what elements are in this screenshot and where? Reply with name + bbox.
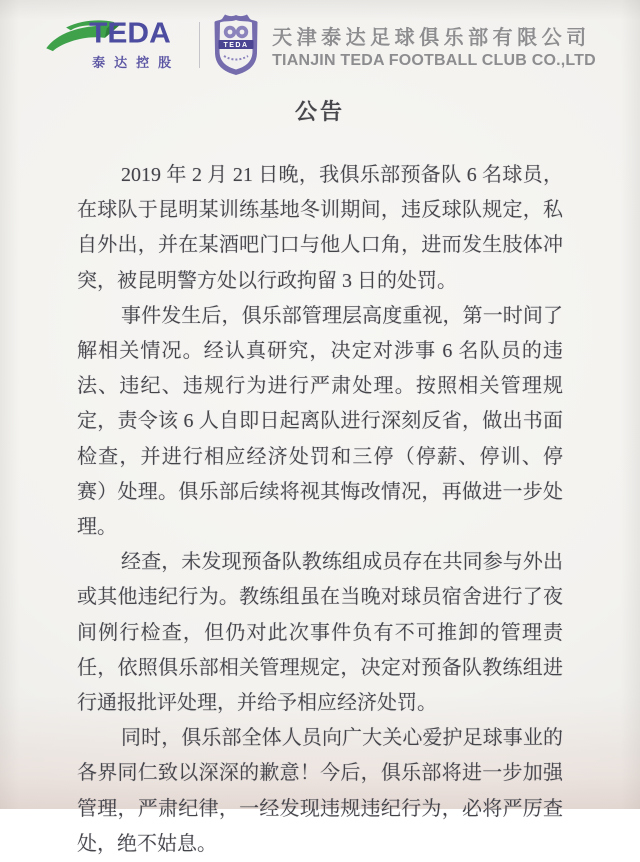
- company-name-cn: 天津泰达足球俱乐部有限公司: [272, 26, 591, 49]
- paragraph-player-punishment: 事件发生后，俱乐部管理层高度重视，第一时间了解相关情况。经认真研究，决定对涉事 6 名队员的违法、违纪、违规行为进行严肃处理。按照相关管理规定，责令该 6 人自即日起离队进行深刻反省，做出书面检查，并进行相应经济处罚和三停（停薪、停训、停赛）处理。俱乐部后续将视其悔改情况，再做进一步处理。: [77, 304, 563, 539]
- crest-banner-text: TEDA: [223, 42, 249, 49]
- paragraph-incident: 2019 年 2 月 21 日晚，我俱乐部预备队 6 名球员，在球队于昆明某训练基地冬训期间，违反球队规定，私自外出，并在某酒吧门口与他人口角，进而发生肢体冲突，被昆明警方处以行政拘留 3 日的处罚。: [77, 164, 563, 292]
- company-name-block: [272, 21, 596, 70]
- document-title: 公告: [294, 99, 345, 124]
- header-divider: [199, 22, 200, 68]
- teda-holdings-label: 泰达控股: [92, 55, 181, 70]
- teda-holding-logo: [44, 16, 186, 74]
- paragraph-coach-punishment: 经查，未发现预备队教练组成员存在共同参与外出或其他违纪行为。教练组虽在当晚对球员宿舍进行了夜间例行检查，但仍对此次事件负有不可推卸的管理责任，依照俱乐部相关管理规定，决定对预备队教练组进行通报批评处理，并给予相应经济处罚。: [77, 551, 563, 715]
- paragraph-apology: 同时，俱乐部全体人员向广大关心爱护足球事业的各界同仁致以深深的歉意！今后，俱乐部将进一步加强管理，严肃纪律，一经发现违规违纪行为，必将严厉查处，绝不姑息。: [77, 727, 563, 855]
- teda-wordmark: TEDA: [89, 18, 171, 50]
- letterhead: [0, 0, 640, 77]
- club-crest-icon: [213, 14, 259, 76]
- company-name-en: TIANJIN TEDA FOOTBALL CLUB CO.,LTD: [272, 51, 596, 69]
- document-body: [77, 158, 563, 862]
